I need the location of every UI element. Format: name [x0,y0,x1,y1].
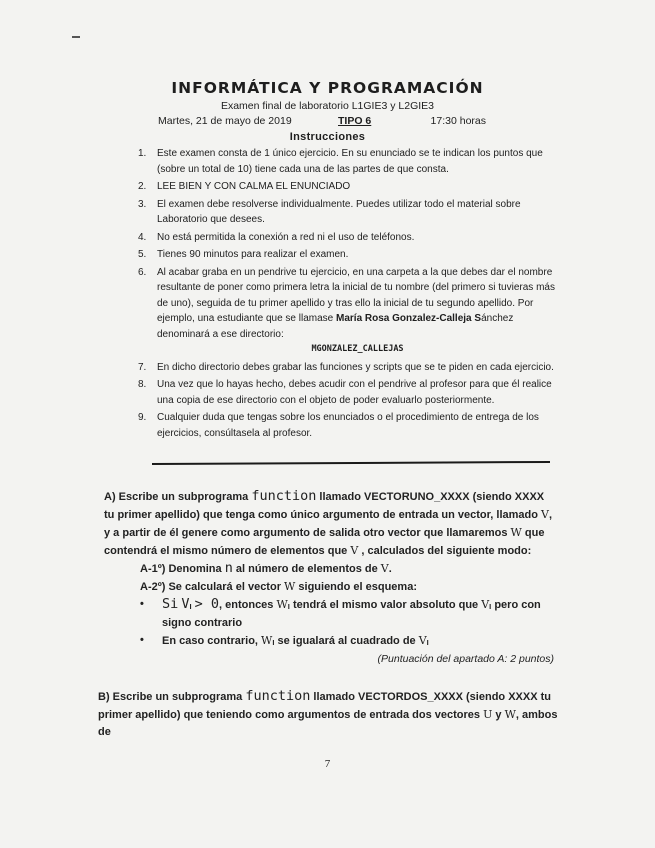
text-part: al número de elementos de [232,563,381,575]
scan-mark [72,36,80,38]
instruction-text: El examen debe resolverse individualmente. Puedes utilizar todo el material sobre Laboratorio que desees. [157,198,521,225]
step-a2 [104,578,556,596]
bullet-text [162,632,429,651]
instruction-text-part: Al acabar graba en un pendrive tu ejercicio, en una carpeta a la que debes dar el nombre resultante de poner como primera letra la inicial de tu nombre (del primero si tuvieras más de uno), seguida de tu primer apellido y tras ello la inicial de tu segundo apellido. Por ejemplo, una estudiante que se llamase [157,266,555,324]
section-a-score: (Puntuación del apartado A: 2 puntos) [377,653,554,665]
text-part: que contendrá el mismo número de elementos que [104,527,545,557]
keyword-si: Si [162,596,179,612]
instructions-title: Instrucciones [289,131,366,143]
scheme-bullet-2 [104,632,556,651]
instruction-item [138,197,558,228]
instruction-text: LEE BIEN Y CON CALMA EL ENUNCIADO [157,181,351,192]
instruction-item [138,146,558,177]
function-keyword: function [245,688,311,704]
function-keyword: function [251,488,317,504]
section-b [98,688,558,741]
subscript-i: I [272,638,275,647]
instruction-item [138,247,558,263]
text-part: siguiendo el esquema: [295,581,417,593]
var-w: W [510,526,522,539]
var-w: W [276,598,288,611]
text-part: , y a partir de él genere como argumento de salida otro vector que llamaremos [104,509,553,539]
instruction-number: 5. [138,249,147,260]
var-v: V [181,596,190,612]
subscript-i: I [489,602,492,611]
bullet-continuation: signo contrario [162,617,243,629]
instruction-number: 7. [138,361,147,373]
text-part: se igualará al cuadrado de [274,635,419,647]
text-part: A-2º) Se calculará el vector [140,581,285,593]
exam-type: TIPO 6 [338,115,372,127]
instruction-number: 3. [138,198,147,210]
instruction-number: 2. [138,181,147,192]
exam-date: Martes, 21 de mayo de 2019 [158,115,292,127]
instruction-text [157,265,558,358]
var-w: W [284,580,296,593]
text-part: llamado VECTORUNO_XXXX (siendo XXXX tu primer apellido) que tenga como único argumento de entrada un vector, llamado [104,491,545,521]
instructions-list [138,146,558,443]
section-a [104,488,556,668]
text-part: tendrá el mismo valor absoluto que [289,599,482,611]
var-u: U [483,708,493,721]
instruction-number: 1. [138,148,147,159]
var-w: W [261,634,273,647]
instruction-text-part: ánchez denominará a ese directorio: [157,313,514,340]
instruction-text: Este examen consta de 1 único ejercicio. En su enunciado se te indican los puntos que (sobre un total de 10) tiene cada una de las partes de que consta. [157,148,543,175]
subscript-i: I [426,638,429,647]
instruction-number: 6. [138,266,147,278]
instruction-item [138,377,558,408]
step-a1 [104,560,556,578]
instruction-text: Una vez que lo hayas hecho, debes acudir con el pendrive al profesor para que él realice una copia de ese directorio con el objeto de poder evaluarlo posteriormente. [157,379,552,406]
bullet-icon: • [140,634,144,646]
text-part: y [492,709,505,721]
exam-time: 17:30 horas [430,115,486,127]
var-v: V [481,598,490,611]
example-directory: MGONZALEZ_CALLEJAS [311,344,404,354]
text-part: , calculados del siguiente modo: [358,545,532,557]
instruction-item [138,265,558,358]
text-part: pero con [491,599,541,611]
text-part: , ambos de [98,709,558,738]
var-v: V [380,562,389,575]
var-v: V [541,508,549,521]
section-divider [152,461,550,465]
subscript-i: I [189,602,192,611]
instruction-item [138,410,558,441]
exam-subtitle: Examen final de laboratorio L1GIE3 y L2GIE3 [220,100,435,112]
instruction-number: 9. [138,412,147,423]
text-part: llamado VECTORDOS_XXXX (siendo XXXX tu primer apellido) que teniendo como argumentos de entrada dos vectores [98,691,551,721]
text-part: A-1º) Denomina [140,563,225,575]
section-a-statement [104,488,556,560]
instruction-item [138,179,558,195]
var-v: V [350,544,359,557]
bullet-text [162,596,541,615]
instruction-item [138,230,558,246]
var-v: V [418,634,427,647]
text-part: B) Escribe un subprograma [98,691,246,703]
instruction-number: 4. [138,231,147,243]
scheme-bullet-1 [104,596,556,615]
page-number: 7 [324,758,331,770]
instruction-text: Cualquier duda que tengas sobre los enunciados o el procedimiento de entrega de los ejercicios, consúltasela al profesor. [157,412,539,439]
subscript-i: I [287,602,290,611]
example-name: María Rosa Gonzalez-Calleja S [336,313,482,324]
instruction-text: En dicho directorio debes grabar las funciones y scripts que se te piden en cada ejercicio. [157,361,554,373]
condition: > 0 [194,596,220,612]
text-part: A) Escribe un subprograma [104,491,252,503]
instruction-text: No está permitida la conexión a red ni el uso de teléfonos. [157,231,415,243]
text-part: . [388,563,392,575]
var-w: W [504,708,516,721]
instruction-text: Tienes 90 minutos para realizar el examen. [157,249,349,260]
text-part: , entonces [219,599,277,611]
instruction-number: 8. [138,379,147,390]
var-n: n [224,560,233,576]
exam-title: INFORMÁTICA Y PROGRAMACIÓN [171,79,484,97]
bullet-icon: • [140,598,144,610]
instruction-item [138,360,558,376]
text-part: En caso contrario, [162,635,262,647]
